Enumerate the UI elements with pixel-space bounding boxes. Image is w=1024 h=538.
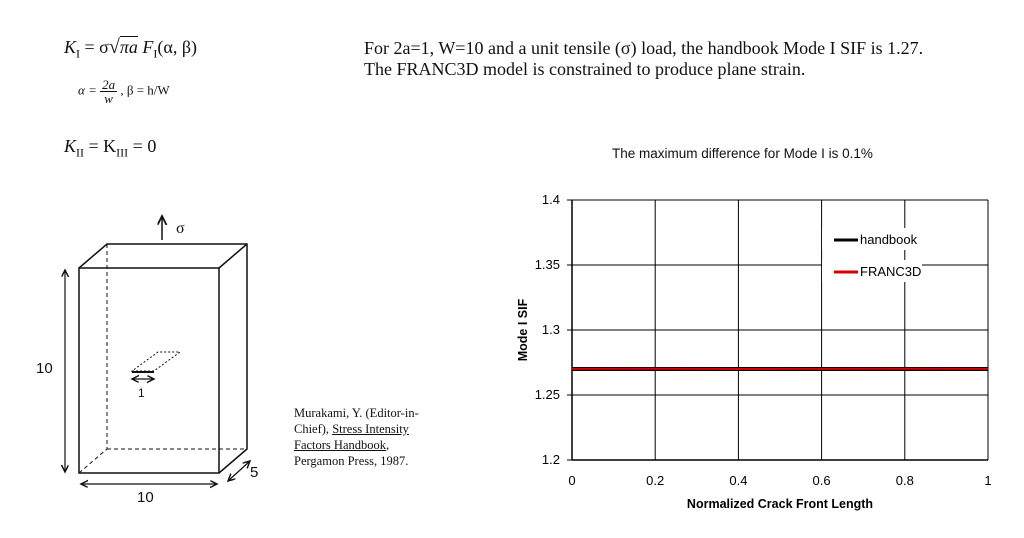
legend-label-handbook: handbook [860,232,918,247]
y-axis-label: Mode I SIF [516,298,530,362]
load-label: σ [176,220,185,237]
problem-description: For 2a=1, W=10 and a unit tensile (σ) load, the handbook Mode I SIF is 1.27. The FRANC3D model is constrained to produce plane strain. [364,38,924,79]
alpha-beta-definition: α = $\frac{2a}{w}$ , β = h/W [78,77,170,106]
x-tick-label: 0.4 [729,473,748,488]
depth-label: 5 [250,464,259,481]
y-tick-label: 1.35 [534,257,560,272]
x-tick-label: 0 [568,473,576,488]
x-tick-label: 1 [984,473,992,488]
legend-label-franc3d: FRANC3D [860,264,922,279]
width-label: 10 [137,489,154,506]
y-tick-label: 1.3 [541,322,560,337]
mode-i-sif-equation: $K_I = \sigma√\pi a$ $F_I(\alpha$, β) [64,36,197,61]
chart-title: The maximum difference for Mode I is 0.1% [612,146,873,161]
crack-length-label: 1 [138,386,145,400]
x-tick-label: 0.2 [646,473,665,488]
y-tick-label: 1.2 [541,452,560,467]
y-tick-label: 1.4 [541,192,560,207]
alpha-fraction: $\frac{2a}{w}$ [102,77,116,106]
reference-citation: Murakami, Y. (Editor-in- Chief), Stress Intensity Factors Handbook, Pergamon Press, 1987. [294,406,419,468]
x-axis-label: Normalized Crack Front Length [686,497,874,511]
x-tick-label: 0.8 [895,473,914,488]
x-tick-label: 0.6 [812,473,831,488]
y-tick-label: 1.25 [534,387,560,402]
height-label: 10 [36,360,53,377]
mode-ii-iii-equation: $K_{II} = K_{III} = 0$ [64,136,157,160]
